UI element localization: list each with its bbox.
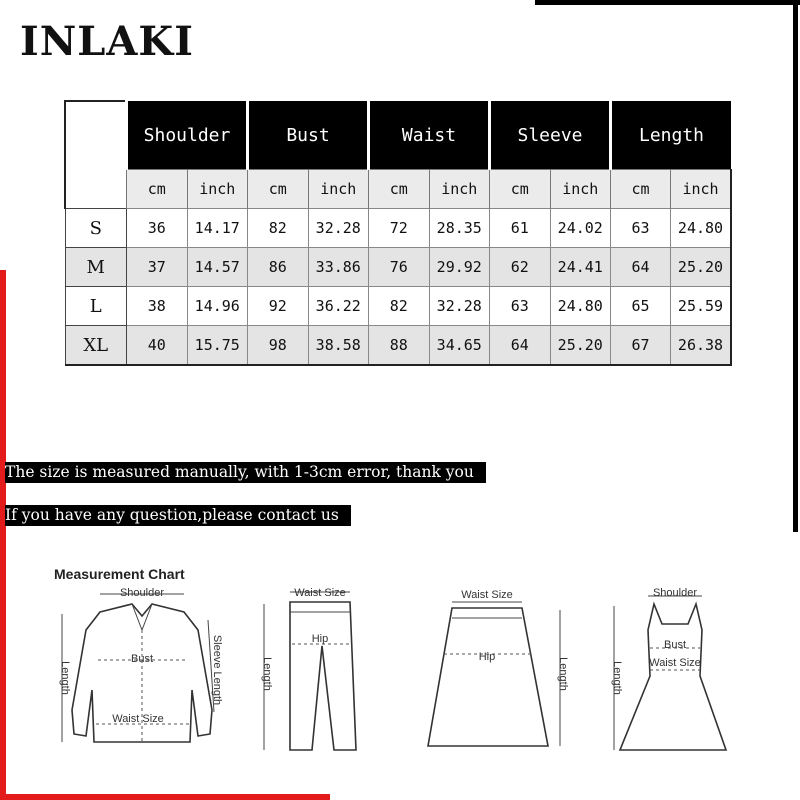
- table-row-xl: [65, 326, 731, 366]
- table-cell: 76: [369, 248, 430, 287]
- table-cell: 14.17: [187, 209, 248, 248]
- table-cell: 98: [248, 326, 309, 366]
- shirt-shoulder-label: Shoulder: [119, 587, 165, 599]
- contact-note: If you have any question,please contact us: [5, 505, 351, 526]
- shirt-length-label: Length: [59, 661, 71, 695]
- header-shoulder: Shoulder: [127, 101, 248, 170]
- table-cell: 29.92: [429, 248, 490, 287]
- pants-length-label: Length: [261, 657, 273, 691]
- shirt-sleeve-label: Sleeve Length: [211, 634, 223, 706]
- table-cell: 38.58: [308, 326, 369, 366]
- table-cell: 24.41: [550, 248, 611, 287]
- table-cell: 61: [490, 209, 551, 248]
- dress-length-label: Length: [611, 661, 623, 695]
- header-sleeve: Sleeve: [490, 101, 611, 170]
- skirt-diagram: [428, 589, 569, 746]
- table-cell: 38: [127, 287, 188, 326]
- measurement-chart-title: Measurement Chart: [54, 566, 185, 582]
- table-cell: 24.80: [671, 209, 732, 248]
- measurement-chart-illustrations: [0, 570, 800, 800]
- header-bust: Bust: [248, 101, 369, 170]
- unit-cm: cm: [490, 170, 551, 209]
- table-cell: 67: [611, 326, 671, 366]
- unit-inch: inch: [429, 170, 490, 209]
- table-cell: 34.65: [429, 326, 490, 366]
- table-cell: 26.38: [671, 326, 732, 366]
- table-cell: 88: [369, 326, 430, 366]
- pants-waist-label: Waist Size: [294, 587, 346, 599]
- table-cell: 33.86: [308, 248, 369, 287]
- pants-hip-label: Hip: [311, 633, 329, 645]
- top-border-line: [535, 0, 800, 5]
- unit-inch: inch: [671, 170, 732, 209]
- table-row-l: [65, 287, 731, 326]
- table-cell: 37: [127, 248, 188, 287]
- size-label: S: [65, 209, 127, 248]
- table-cell: 32.28: [429, 287, 490, 326]
- size-table: [64, 100, 732, 366]
- unit-inch: inch: [550, 170, 611, 209]
- dress-shoulder-label: Shoulder: [652, 587, 698, 599]
- table-cell: 82: [369, 287, 430, 326]
- table-row-m: [65, 248, 731, 287]
- pants-diagram: [261, 587, 356, 750]
- shirt-bust-label: Bust: [130, 653, 154, 665]
- header-length: Length: [611, 101, 732, 170]
- table-cell: 86: [248, 248, 309, 287]
- table-cell: 72: [369, 209, 430, 248]
- table-cell: 40: [127, 326, 188, 366]
- size-label: XL: [65, 326, 127, 366]
- table-cell: 32.28: [308, 209, 369, 248]
- table-cell: 36.22: [308, 287, 369, 326]
- dress-bust-label: Bust: [663, 639, 687, 651]
- table-cell: 25.20: [550, 326, 611, 366]
- unit-inch: inch: [308, 170, 369, 209]
- unit-cm: cm: [248, 170, 309, 209]
- table-cell: 24.02: [550, 209, 611, 248]
- table-cell: 14.96: [187, 287, 248, 326]
- brand-logo: INLAKI: [20, 18, 194, 65]
- skirt-length-label: Length: [557, 657, 569, 691]
- table-cell: 62: [490, 248, 551, 287]
- dress-diagram: [611, 587, 726, 750]
- measure-error-note: The size is measured manually, with 1-3cm error, thank you: [5, 462, 486, 483]
- table-cell: 36: [127, 209, 188, 248]
- skirt-hip-label: Hip: [478, 651, 496, 663]
- table-cell: 64: [611, 248, 671, 287]
- table-cell: 63: [611, 209, 671, 248]
- unit-header-row: [65, 170, 731, 209]
- table-row-s: [65, 209, 731, 248]
- shirt-diagram: [59, 587, 223, 742]
- table-cell: 25.20: [671, 248, 732, 287]
- dress-waist-label: Waist Size: [649, 657, 701, 669]
- shirt-waist-label: Waist Size: [112, 713, 164, 725]
- table-cell: 65: [611, 287, 671, 326]
- size-label: M: [65, 248, 127, 287]
- table-cell: 14.57: [187, 248, 248, 287]
- table-cell: 63: [490, 287, 551, 326]
- table-cell: 82: [248, 209, 309, 248]
- table-cell: 92: [248, 287, 309, 326]
- skirt-waist-label: Waist Size: [461, 589, 513, 601]
- table-cell: 28.35: [429, 209, 490, 248]
- table-cell: 64: [490, 326, 551, 366]
- unit-inch: inch: [187, 170, 248, 209]
- table-cell: 24.80: [550, 287, 611, 326]
- measure-header-row: [65, 101, 731, 170]
- table-cell: 15.75: [187, 326, 248, 366]
- table-cell: 25.59: [671, 287, 732, 326]
- unit-cm: cm: [127, 170, 188, 209]
- unit-cm: cm: [369, 170, 430, 209]
- header-waist: Waist: [369, 101, 490, 170]
- unit-cm: cm: [611, 170, 671, 209]
- right-border-line: [793, 0, 798, 532]
- table-corner: [65, 101, 127, 209]
- size-label: L: [65, 287, 127, 326]
